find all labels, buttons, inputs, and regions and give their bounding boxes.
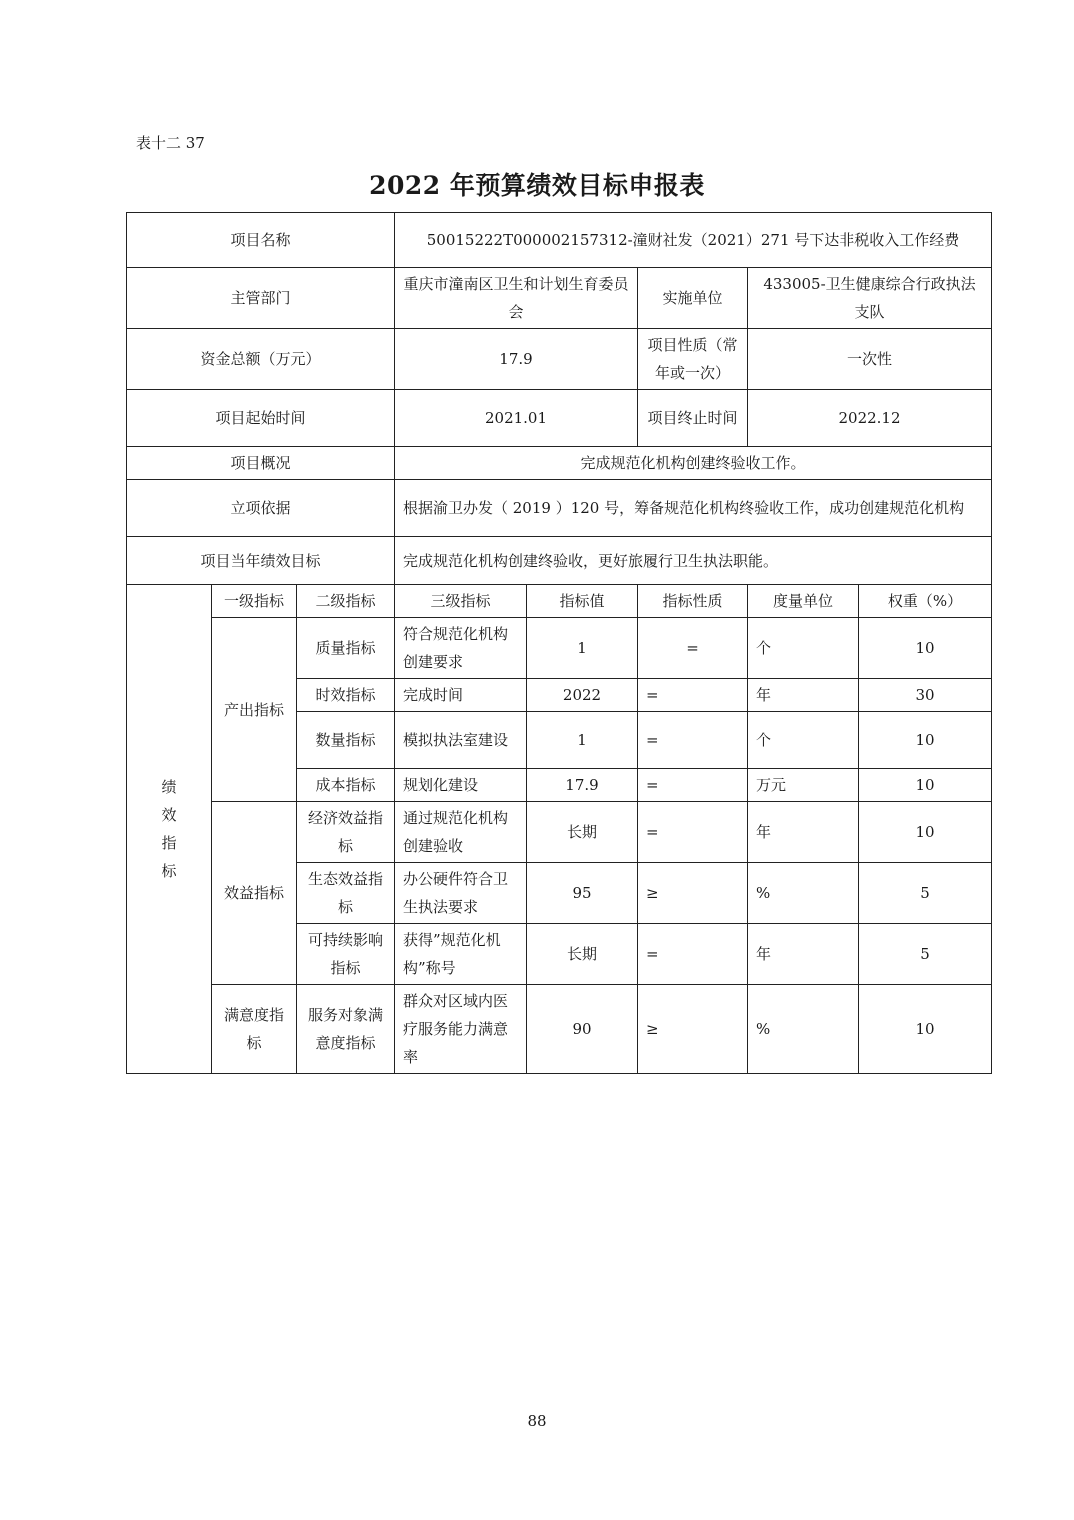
- project-name-label: 项目名称: [127, 213, 395, 268]
- project-nature-label: 项目性质（常年或一次）: [638, 329, 748, 390]
- level2-cell: 服务对象满意度指标: [297, 985, 395, 1074]
- header-level1: 一级指标: [212, 585, 297, 618]
- header-value: 指标值: [527, 585, 638, 618]
- indicators-section-text: 绩 效 指 标: [161, 778, 177, 880]
- goal-value: 完成规范化机构创建终验收，更好旅履行卫生执法职能。: [395, 537, 992, 585]
- page-number: 88: [527, 1412, 547, 1430]
- nature-cell: ≥: [638, 863, 748, 924]
- level3-cell: 完成时间: [395, 679, 527, 712]
- end-time-label: 项目终止时间: [638, 390, 748, 447]
- level2-cell: 成本指标: [297, 769, 395, 802]
- level3-cell: 规划化建设: [395, 769, 527, 802]
- table-row: [127, 618, 992, 679]
- start-time-value: 2021.01: [395, 390, 638, 447]
- department-row: [127, 268, 992, 329]
- weight-cell: 10: [859, 985, 992, 1074]
- department-label: 主管部门: [127, 268, 395, 329]
- level3-cell: 办公硬件符合卫生执法要求: [395, 863, 527, 924]
- header-level3: 三级指标: [395, 585, 527, 618]
- level2-cell: 数量指标: [297, 712, 395, 769]
- unit-cell: 年: [748, 679, 859, 712]
- level3-cell: 获得”规范化机构”称号: [395, 924, 527, 985]
- overview-value: 完成规范化机构创建终验收工作。: [395, 447, 992, 480]
- level2-cell: 生态效益指标: [297, 863, 395, 924]
- level3-cell: 通过规范化机构创建验收: [395, 802, 527, 863]
- header-weight: 权重（%）: [859, 585, 992, 618]
- header-unit: 度量单位: [748, 585, 859, 618]
- weight-cell: 5: [859, 863, 992, 924]
- value-cell: 1: [527, 618, 638, 679]
- value-cell: 2022: [527, 679, 638, 712]
- header-level2: 二级指标: [297, 585, 395, 618]
- nature-cell: =: [638, 679, 748, 712]
- implementing-unit-value: 433005-卫生健康综合行政执法支队: [748, 268, 992, 329]
- basis-label: 立项依据: [127, 480, 395, 537]
- unit-cell: 万元: [748, 769, 859, 802]
- unit-cell: 个: [748, 618, 859, 679]
- period-row: [127, 390, 992, 447]
- weight-cell: 10: [859, 802, 992, 863]
- table-row: [127, 802, 992, 863]
- department-value: 重庆市潼南区卫生和计划生育委员会: [395, 268, 638, 329]
- overview-row: [127, 447, 992, 480]
- goal-row: [127, 537, 992, 585]
- page-title: 2022 年预算绩效目标申报表: [369, 171, 705, 200]
- weight-cell: 5: [859, 924, 992, 985]
- weight-cell: 30: [859, 679, 992, 712]
- value-cell: 长期: [527, 802, 638, 863]
- level2-cell: 质量指标: [297, 618, 395, 679]
- weight-cell: 10: [859, 712, 992, 769]
- project-nature-value: 一次性: [748, 329, 992, 390]
- end-time-value: 2022.12: [748, 390, 992, 447]
- weight-cell: 10: [859, 769, 992, 802]
- level1-benefit: 效益指标: [212, 802, 297, 985]
- level2-cell: 时效指标: [297, 679, 395, 712]
- nature-cell: =: [638, 802, 748, 863]
- unit-cell: 年: [748, 802, 859, 863]
- unit-cell: 年: [748, 924, 859, 985]
- nature-cell: ≥: [638, 985, 748, 1074]
- basis-value: 根据渝卫办发（ 2019 ）120 号，筹备规范化机构终验收工作，成功创建规范化机构: [395, 480, 992, 537]
- fund-total-value: 17.9: [395, 329, 638, 390]
- level3-cell: 模拟执法室建设: [395, 712, 527, 769]
- value-cell: 1: [527, 712, 638, 769]
- unit-cell: %: [748, 985, 859, 1074]
- unit-cell: %: [748, 863, 859, 924]
- level3-cell: 群众对区域内医疗服务能力满意率: [395, 985, 527, 1074]
- fund-total-label: 资金总额（万元）: [127, 329, 395, 390]
- nature-cell: =: [638, 712, 748, 769]
- indicators-section-label: [127, 585, 212, 1074]
- indicator-header-row: [127, 585, 992, 618]
- level1-satisfaction: 满意度指标: [212, 985, 297, 1074]
- level2-cell: 可持续影响指标: [297, 924, 395, 985]
- fund-row: [127, 329, 992, 390]
- goal-label: 项目当年绩效目标: [127, 537, 395, 585]
- project-name-value: 50015222T000002157312-潼财社发（2021）271 号下达非税收入工作经费: [395, 213, 992, 268]
- value-cell: 90: [527, 985, 638, 1074]
- nature-cell: =: [638, 618, 748, 679]
- value-cell: 长期: [527, 924, 638, 985]
- value-cell: 95: [527, 863, 638, 924]
- nature-cell: =: [638, 769, 748, 802]
- basis-row: [127, 480, 992, 537]
- project-name-row: [127, 213, 992, 268]
- value-cell: 17.9: [527, 769, 638, 802]
- header-nature: 指标性质: [638, 585, 748, 618]
- overview-label: 项目概况: [127, 447, 395, 480]
- start-time-label: 项目起始时间: [127, 390, 395, 447]
- implementing-unit-label: 实施单位: [638, 268, 748, 329]
- level3-cell: 符合规范化机构创建要求: [395, 618, 527, 679]
- table-row: [127, 985, 992, 1074]
- unit-cell: 个: [748, 712, 859, 769]
- level2-cell: 经济效益指标: [297, 802, 395, 863]
- budget-performance-table: [126, 212, 992, 1074]
- level1-output: 产出指标: [212, 618, 297, 802]
- weight-cell: 10: [859, 618, 992, 679]
- table-number: 表十二 37: [136, 134, 205, 152]
- nature-cell: =: [638, 924, 748, 985]
